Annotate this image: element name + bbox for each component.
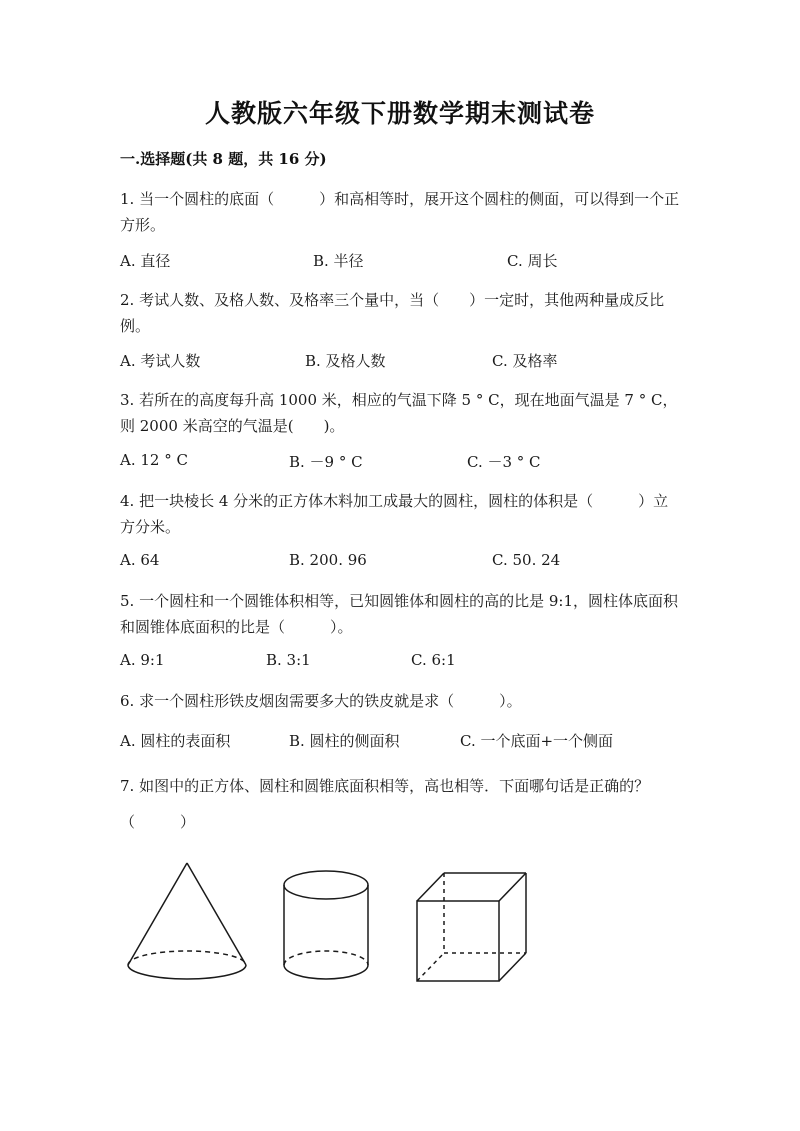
cube-shape <box>417 873 526 981</box>
question-2-option-b[interactable]: B. 及格人数 <box>305 352 386 370</box>
question-1-text: 1. 当一个圆柱的底面（ ）和高相等时，展开这个圆柱的侧面，可以得到一个正方形。 <box>120 190 680 234</box>
question-2-text: 2. 考试人数、及格人数、及格率三个量中，当（ ）一定时，其他两种量成反比例。 <box>120 291 665 335</box>
question-6-text: 6. 求一个圆柱形铁皮烟囱需要多大的铁皮就是求（ ）。 <box>120 692 522 710</box>
question-4-option-c[interactable]: C. 50. 24 <box>492 551 561 569</box>
cylinder-shape <box>284 871 368 979</box>
solids-figure-svg <box>120 855 540 995</box>
question-1-option-c[interactable]: C. 周长 <box>507 252 558 270</box>
question-5-text: 5. 一个圆柱和一个圆锥体积相等，已知圆锥体和圆柱的高的比是 9:1，圆柱体底面积和圆锥体底面积的比是（ ）。 <box>120 592 678 636</box>
page-title: 人教版六年级下册数学期末测试卷 <box>204 99 595 128</box>
question-3-option-c[interactable]: C. －3 ° C <box>467 453 541 471</box>
question-3-option-a[interactable]: A. 12 ° C <box>120 451 188 469</box>
question-4-option-b[interactable]: B. 200. 96 <box>289 551 367 569</box>
question-5-option-a[interactable]: A. 9:1 <box>120 651 165 669</box>
section-heading: 一.选择题(共 8 题，共 16 分) <box>120 150 327 168</box>
question-6-option-b[interactable]: B. 圆柱的侧面积 <box>289 732 400 750</box>
question-4-text: 4. 把一块棱长 4 分米的正方体木料加工成最大的圆柱，圆柱的体积是（ ）立方分米。 <box>120 492 669 536</box>
question-4-option-a[interactable]: A. 64 <box>120 551 160 569</box>
question-2-option-a[interactable]: A. 考试人数 <box>120 352 201 370</box>
question-5-option-c[interactable]: C. 6:1 <box>411 651 456 669</box>
cone-shape <box>128 863 246 979</box>
question-7-text: 7. 如图中的正方体、圆柱和圆锥底面积相等，高也相等．下面哪句话是正确的？（ ） <box>120 777 650 831</box>
solids-figure <box>120 855 540 995</box>
question-5-option-b[interactable]: B. 3:1 <box>266 651 311 669</box>
question-3-text: 3. 若所在的高度每升高 1000 米，相应的气温下降 5 ° C，现在地面气温是 7 ° C，则 2000 米高空的气温是( )。 <box>120 391 678 435</box>
question-6-option-a[interactable]: A. 圆柱的表面积 <box>120 732 231 750</box>
question-2-option-c[interactable]: C. 及格率 <box>492 352 558 370</box>
question-6-option-c[interactable]: C. 一个底面+一个侧面 <box>460 732 614 750</box>
question-1-option-b[interactable]: B. 半径 <box>313 252 364 270</box>
question-1-option-a[interactable]: A. 直径 <box>120 252 171 270</box>
question-3-option-b[interactable]: B. －9 ° C <box>289 453 363 471</box>
